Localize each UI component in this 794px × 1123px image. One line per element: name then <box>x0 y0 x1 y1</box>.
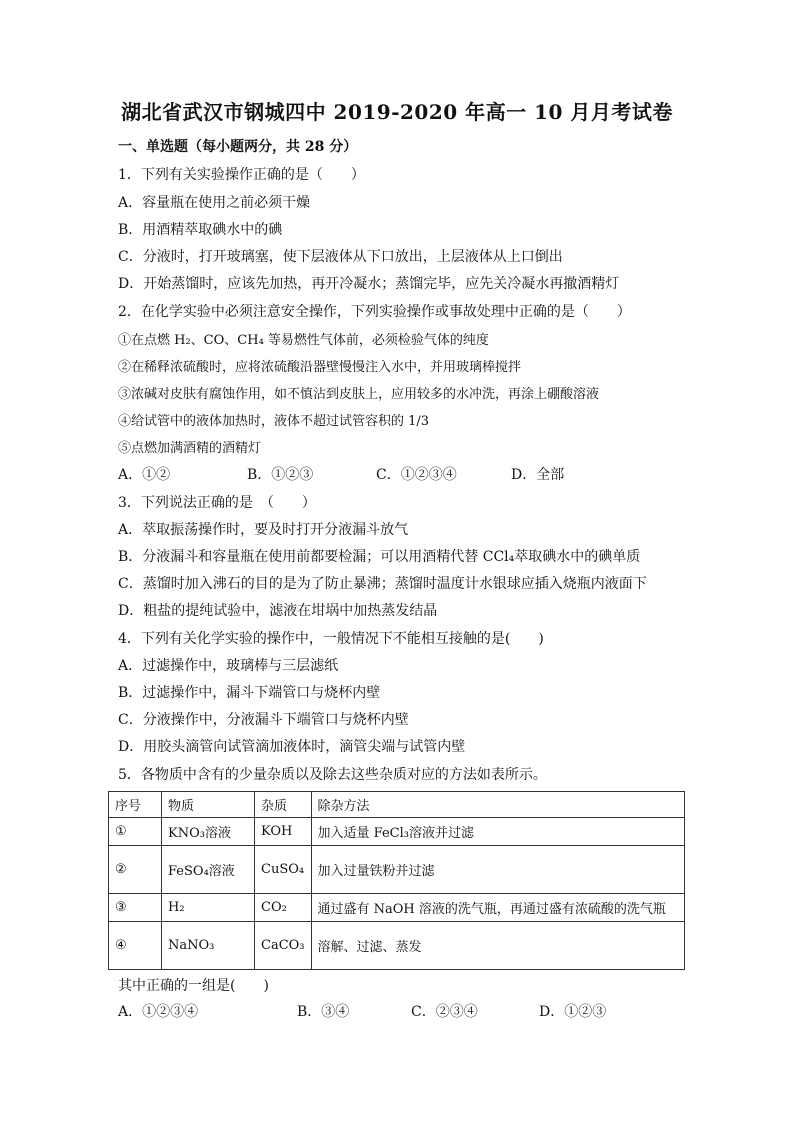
question-2-item-5: ⑤点燃加满酒精的酒精灯 <box>118 441 262 456</box>
question-1-option-b: B．用酒精萃取碘水中的碘 <box>118 222 283 238</box>
question-2-stem: 2．在化学实验中必须注意安全操作，下列实验操作或事故处理中正确的是（ ） <box>118 304 631 320</box>
table-cell: FeSO₄溶液 <box>162 846 255 894</box>
exam-title: 湖北省武汉市钢城四中 2019-2020 年高一 10 月月考试卷 <box>121 100 673 124</box>
section-heading: 一、单选题（每小题两分，共 28 分） <box>118 139 358 155</box>
question-4-option-b: B．过滤操作中，漏斗下端管口与烧杯内壁 <box>118 685 381 701</box>
table-cell: ③ <box>109 894 162 922</box>
table-cell: KOH <box>255 818 312 846</box>
question-1-option-c: C．分液时，打开玻璃塞，使下层液体从下口放出，上层液体从上口倒出 <box>118 249 563 265</box>
table-cell: H₂ <box>162 894 255 922</box>
question-5-tail: 其中正确的一组是( ) <box>118 978 269 994</box>
table-header-cell: 序号 <box>109 792 162 818</box>
table-header-row <box>109 792 685 818</box>
question-2-item-1: ①在点燃 H₂、CO、CH₄ 等易燃性气体前，必须检验气体的纯度 <box>118 333 489 348</box>
question-1-stem: 1．下列有关实验操作正确的是（ ） <box>118 167 365 183</box>
question-3-option-c: C．蒸馏时加入沸石的目的是为了防止暴沸；蒸馏时温度计水银球应插入烧瓶内液面下 <box>118 576 647 592</box>
table-cell: 溶解、过滤、蒸发 <box>311 922 684 970</box>
question-4-stem: 4．下列有关化学实验的操作中，一般情况下不能相互接触的是( ) <box>118 631 544 647</box>
table-header-cell: 物质 <box>162 792 255 818</box>
table-cell: ② <box>109 846 162 894</box>
table-cell: KNO₃溶液 <box>162 818 255 846</box>
table-cell: 通过盛有 NaOH 溶液的洗气瓶，再通过盛有浓硫酸的洗气瓶 <box>311 894 684 922</box>
question-1-option-d: D．开始蒸馏时，应该先加热，再开冷凝水；蒸馏完毕，应先关冷凝水再撤酒精灯 <box>118 276 620 292</box>
table-cell: 加入适量 FeCl₃溶液并过滤 <box>311 818 684 846</box>
question-5-option-b: B．③④ <box>297 1004 350 1020</box>
question-2-option-d: D．全部 <box>511 467 565 483</box>
question-2-item-2: ②在稀释浓硫酸时，应将浓硫酸沿器壁慢慢注入水中，并用玻璃棒搅拌 <box>118 360 522 375</box>
table-row <box>109 922 685 970</box>
table-cell: CO₂ <box>255 894 312 922</box>
table-header-cell: 除杂方法 <box>311 792 684 818</box>
table-row <box>109 894 685 922</box>
table-cell: CuSO₄ <box>255 846 312 894</box>
table-cell: ① <box>109 818 162 846</box>
question-2-option-a: A．①② <box>118 467 171 483</box>
question-5-stem: 5．各物质中含有的少量杂质以及除去这些杂质对应的方法如表所示。 <box>118 767 547 783</box>
question-4-option-a: A．过滤操作中，玻璃棒与三层滤纸 <box>118 658 339 674</box>
table-cell: ④ <box>109 922 162 970</box>
question-5-option-c: C．②③④ <box>411 1004 478 1020</box>
question-4-option-c: C．分液操作中，分液漏斗下端管口与烧杯内壁 <box>118 712 409 728</box>
table-header-cell: 杂质 <box>255 792 312 818</box>
question-2-item-4: ④给试管中的液体加热时，液体不超过试管容积的 1/3 <box>118 414 430 429</box>
question-3-option-b: B．分液漏斗和容量瓶在使用前都要检漏；可以用酒精代替 CCl₄萃取碘水中的碘单质 <box>118 549 641 565</box>
question-2-option-c: C．①②③④ <box>376 467 457 483</box>
table-row <box>109 846 685 894</box>
table-cell: 加入过量铁粉并过滤 <box>311 846 684 894</box>
question-4-option-d: D．用胶头滴管向试管滴加液体时，滴管尖端与试管内壁 <box>118 739 466 755</box>
table-cell: CaCO₃ <box>255 922 312 970</box>
question-3-stem: 3．下列说法正确的是 （ ） <box>118 495 316 511</box>
table-cell: NaNO₃ <box>162 922 255 970</box>
question-5-option-a: A．①②③④ <box>118 1004 199 1020</box>
question-3-option-d: D．粗盐的提纯试验中，滤液在坩埚中加热蒸发结晶 <box>118 603 438 619</box>
question-3-option-a: A．萃取振荡操作时，要及时打开分液漏斗放气 <box>118 522 409 538</box>
question-5-option-d: D．①②③ <box>539 1004 607 1020</box>
impurity-table <box>108 791 685 970</box>
question-2-option-b: B．①②③ <box>247 467 314 483</box>
question-2-item-3: ③浓碱对皮肤有腐蚀作用，如不慎沾到皮肤上，应用较多的水冲洗，再涂上硼酸溶液 <box>118 387 600 402</box>
question-1-option-a: A．容量瓶在使用之前必须干燥 <box>118 195 311 211</box>
table-row <box>109 818 685 846</box>
